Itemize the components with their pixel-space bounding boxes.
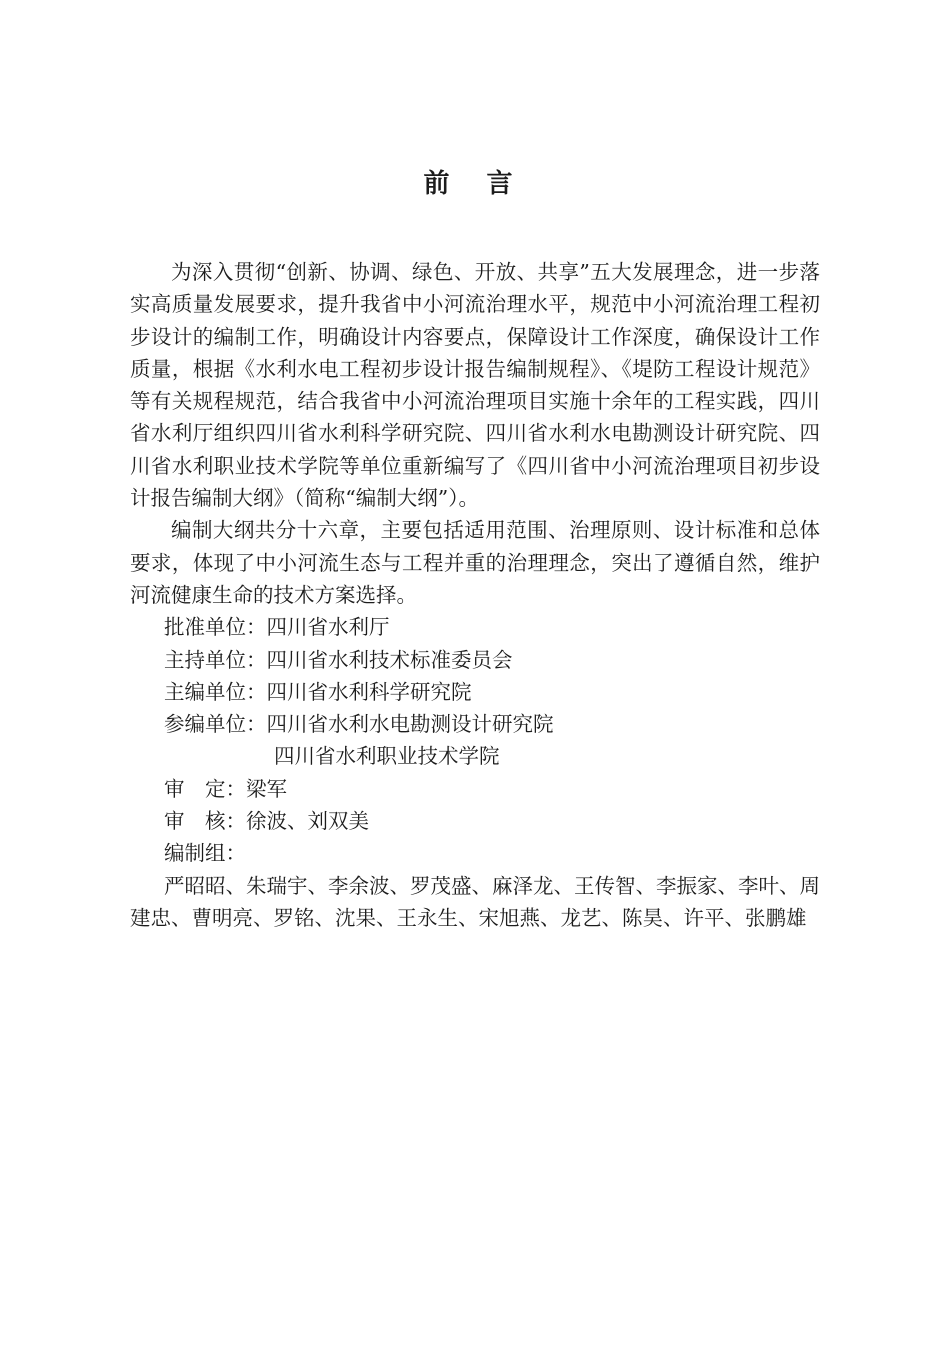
preface-body: [130, 256, 820, 934]
reviewer-label: 审 定：: [164, 776, 246, 801]
chief-editor-line: [130, 676, 820, 708]
co-editor-line: [130, 708, 820, 740]
chief-editor-value: 四川省水利科学研究院: [266, 679, 472, 704]
approval-unit-line: [130, 611, 820, 643]
host-unit-line: [130, 644, 820, 676]
host-unit-value: 四川省水利技术标准委员会: [266, 647, 513, 672]
reviewer-value: 梁军: [246, 776, 287, 801]
co-editor-label: 参编单位：: [164, 712, 267, 737]
approval-unit-label: 批准单位：: [164, 615, 267, 640]
checker-line: [130, 805, 820, 837]
group-members: 严昭昭、朱瑞宇、李余波、罗茂盛、麻泽龙、王传智、李振家、李叶、周建忠、曹明亮、罗铭、沈果、王永生、宋旭燕、龙艺、陈昊、许平、张鹏雄: [130, 873, 820, 930]
checker-value: 徐波、刘双美: [246, 809, 369, 834]
intro-paragraph: 为深入贯彻“创新、协调、绿色、开放、共享”五大发展理念，进一步落实高质量发展要求，提升我省中小河流治理水平，规范中小河流治理工程初步设计的编制工作，明确设计内容要点，保障设计工作深度，确保设计工作质量，根据《水利水电工程初步设计报告编制规程》、《堤防工程设计规范》等有关规程规范，结合我省中小河流治理项目实施十余年的工程实践，四川省水利厅组织四川省水利科学研究院、四川省水利水电勘测设计研究院、四川省水利职业技术学院等单位重新编写了《四川省中小河流治理项目初步设计报告编制大纲》（简称“编制大纲”）。: [130, 260, 820, 511]
checker-label: 审 核：: [164, 809, 246, 834]
chief-editor-label: 主编单位：: [164, 679, 267, 704]
group-label-line: [130, 837, 820, 869]
outline-paragraph: 编制大纲共分十六章，主要包括适用范围、治理原则、设计标准和总体要求，体现了中小河流生态与工程并重的治理理念，突出了遵循自然，维护河流健康生命的技术方案选择。: [130, 518, 820, 607]
host-unit-label: 主持单位：: [164, 647, 267, 672]
reviewer-line: [130, 773, 820, 805]
co-editor-value-2: 四川省水利职业技术学院: [274, 744, 500, 769]
co-editor-line-2: [130, 740, 820, 772]
group-label: 编制组：: [164, 841, 246, 866]
approval-unit-value: 四川省水利厅: [266, 615, 390, 640]
co-editor-value-1: 四川省水利水电勘测设计研究院: [266, 712, 554, 737]
page-title: 前 言: [423, 169, 527, 199]
